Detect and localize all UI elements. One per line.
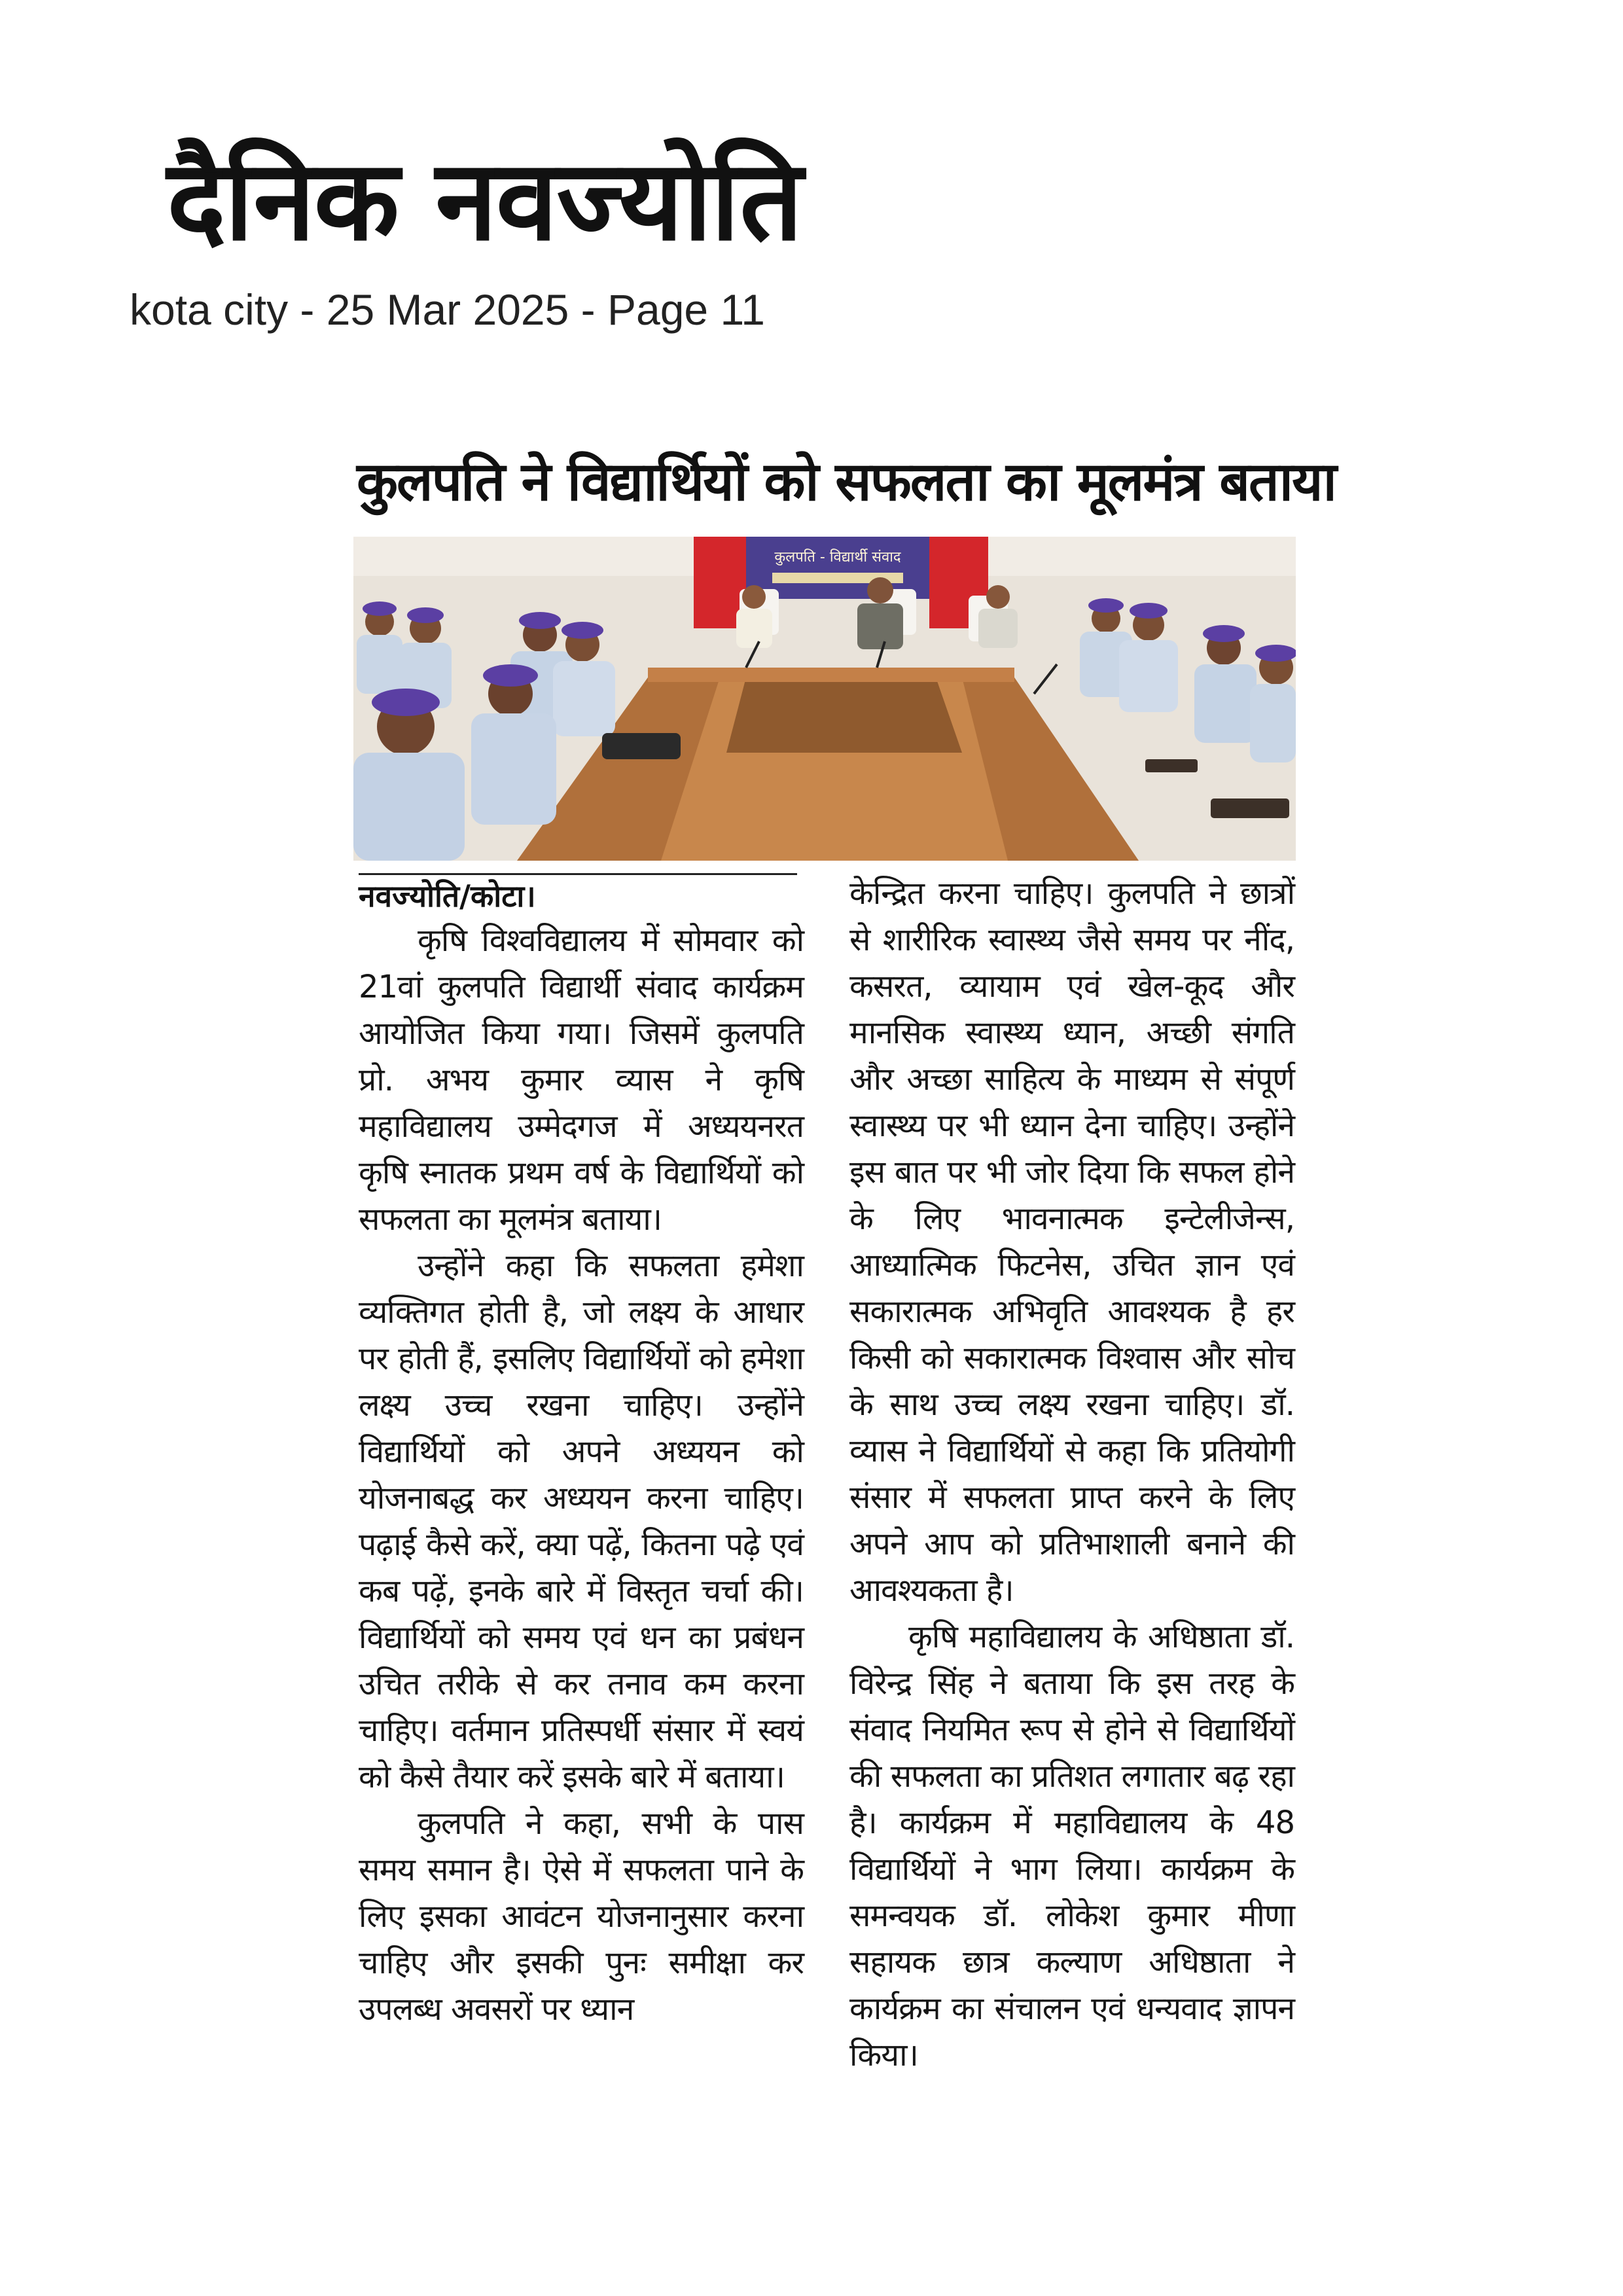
article-headline: कुलपति ने विद्यार्थियों को सफलता का मूलमंत्र बताया [357,451,1336,513]
newspaper-masthead: दैनिक नवज्योति [167,136,802,266]
paragraph: उन्होंने कहा कि सफलता हमेशा व्यक्तिगत होती है, जो लक्ष्य के आधार पर होती हैं, इसलिए विद्यार्थियों को हमेशा लक्ष्य उच्च रखना चाहिए। उन्होंने विद्यार्थियों को अपने अध्ययन को योजनाबद्ध कर अध्ययन करना चाहिए। पढ़ाई कैसे करें, क्या पढ़ें, कितना पढ़े एवं कब पढ़ें, इनके बारे में विस्तृत चर्चा की। विद्यार्थियों को समय एवं धन का प्रबंधन उचित तरीके से कर तनाव कम करना चाहिए। वर्तमान प्रतिस्पर्धी संसार में स्वयं को कैसे तैयार करें इसके बारे में बताया। [359,1247,804,1795]
paragraph: कृषि विश्वविद्यालय में सोमवार को 21वां कुलपति विद्यार्थी संवाद कार्यक्रम आयोजित किया गया। जिसमें कुलपति प्रो. अभय कुमार व्यास ने कृषि महाविद्यालय उम्मेदगज में अध्ययनरत कृषि स्नातक प्रथम वर्ष के विद्यार्थियों को सफलता का मूलमंत्र बताया। [359,922,804,1238]
paragraph: कुलपति ने कहा, सभी के पास समय समान है। ऐसे में सफलता पाने के लिए इसका आवंटन योजनानुसार करना चाहिए और इसकी पुनः समीक्षा कर उपलब्ध अवसरों पर ध्यान [359,1805,804,2028]
article-column-right [849,870,1294,2079]
paragraph: कृषि महाविद्यालय के अधिष्ठाता डॉ. विरेन्द्र सिंह ने बताया कि इस तरह के संवाद नियमित रूप से होने से विद्यार्थियों की सफलता का प्रतिशत लगातार बढ़ रहा है। कार्यक्रम में महाविद्यालय के 48 विद्यार्थियों ने भाग लिया। कार्यक्रम के समन्वयक डॉ. लोकेश कुमार मीणा सहायक छात्र कल्याण अधिष्ठाता ने कार्यक्रम का संचालन एवं धन्यवाद ज्ञापन किया। [849,1619,1294,2073]
edition-line: kota city - 25 Mar 2025 - Page 11 [130,285,765,334]
article-photo [353,537,1296,861]
article-column-left [359,918,804,2033]
article-byline: नवज्योति/कोटा। [359,878,536,914]
byline-rule [359,873,797,875]
paragraph: केन्द्रित करना चाहिए। कुलपति ने छात्रों से शारीरिक स्वास्थ्य जैसे समय पर नींद, कसरत, व्यायाम एवं खेल-कूद और मानसिक स्वास्थ्य ध्यान, अच्छी संगति और अच्छा साहित्य के माध्यम से संपूर्ण स्वास्थ्य पर भी ध्यान देना चाहिए। उन्होंने इस बात पर भी जोर दिया कि सफल होने के लिए भावनात्मक इन्टेलीजेन्स, आध्यात्मिक फिटनेस, उचित ज्ञान एवं सकारात्मक अभिवृति आवश्यक है हर किसी को सकारात्मक विश्वास और सोच के साथ उच्च लक्ष्य रखना चाहिए। डॉ. व्यास ने विद्यार्थियों से कहा कि प्रतियोगी संसार में सफलता प्राप्त करने के लिए अपने आप को प्रतिभाशाली बनाने की आवश्यकता है। [849,875,1294,1609]
event-banner-text: कुलपति - विद्यार्थी संवाद [774,549,901,565]
